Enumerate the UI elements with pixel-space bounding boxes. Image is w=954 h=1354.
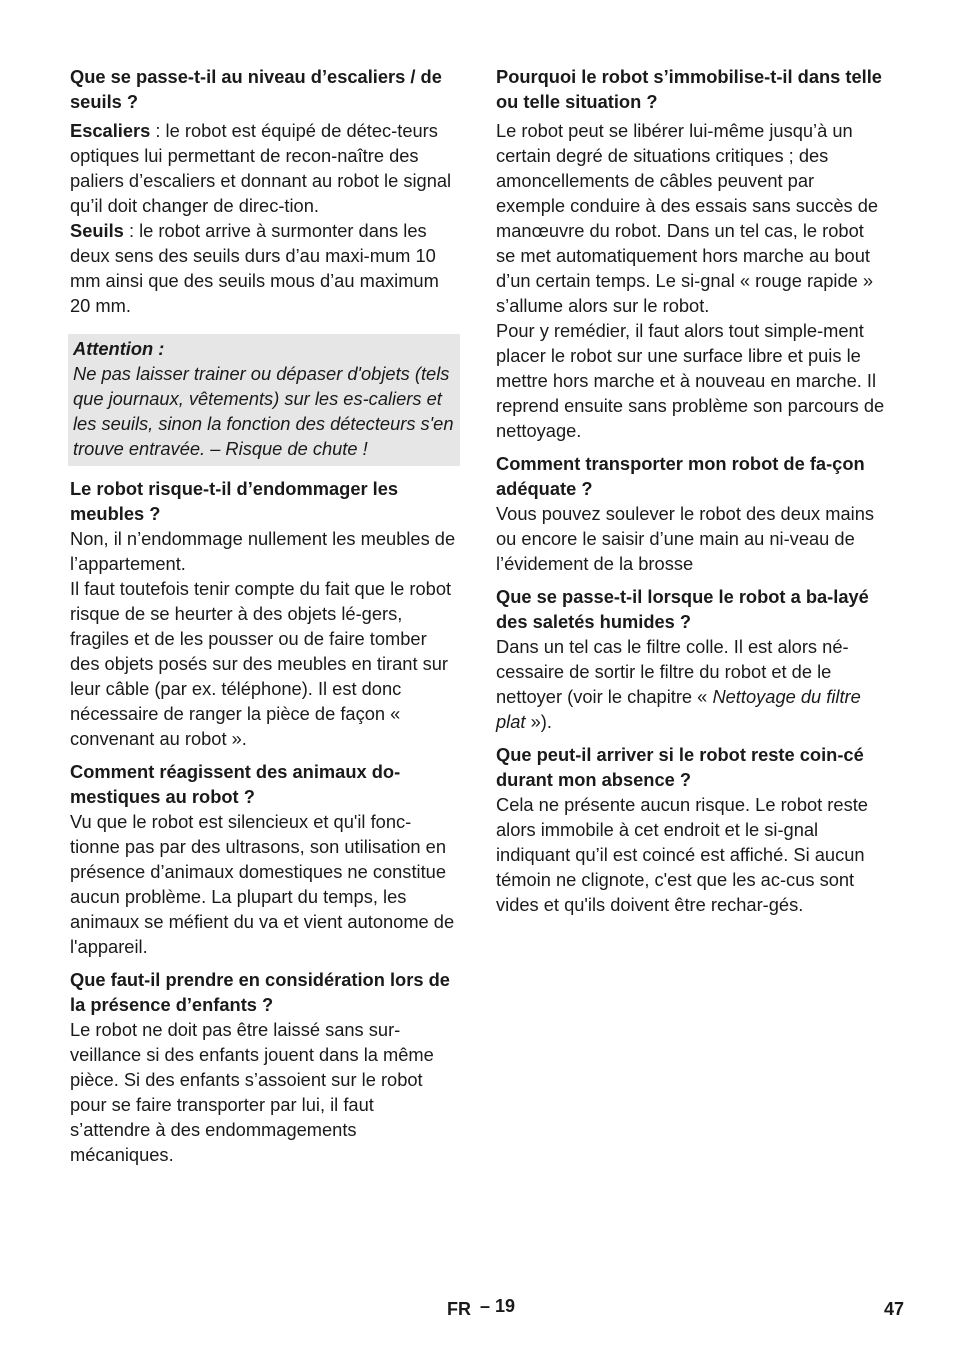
paragraph-stairs: [70, 118, 458, 218]
attention-note: [68, 334, 460, 466]
paragraph: Vous pouvez soulever le robot des deux mains ou encore le saisir d’une main au ni-veau de l’évidement de la brosse: [496, 503, 875, 574]
section-wet-dirt: [496, 584, 888, 734]
paragraph: Cela ne présente aucun risque. Le robot reste alors immobile à cet endroit et le si-gnal indiquant qu’il est coincé est affiché. Si aucun témoin ne clignote, c'est que les ac-cus sont vides et qu'ils doivent être rechar-gés.: [496, 794, 868, 915]
term-stairs: Escaliers: [70, 120, 151, 141]
section-transport: [496, 451, 888, 576]
paragraph: Le robot ne doit pas être laissé sans sur-veillance si des enfants jouent dans la même pièce. Si des enfants s’assoient sur le robot pour se faire transporter par lui, il faut s’attendre à des endommagements mécaniques.: [70, 1019, 434, 1165]
paragraph-thresholds: [70, 218, 458, 318]
paragraph: Le robot peut se libérer lui-même jusqu’à un certain degré de situations critiques ; des amoncellements de câbles peuvent par exemple conduire à des essais sans succès de manœuvre du robot. Dans un tel cas, le robot se met automatiquement hors marche au bout d’un certain temps. Le si-gnal « rouge rapide » s’allume alors sur le robot.: [496, 120, 879, 316]
footer-page-number: 47: [884, 1299, 905, 1319]
attention-text: Ne pas laisser trainer ou dépaser d'objets (tels que journaux, vêtements) sur les es-caliers et les seuils, sinon la fonction des détecteurs s'en trouve entravée. – Risque de chute !: [73, 363, 454, 459]
section-stairs: [70, 64, 458, 318]
paragraph: [496, 634, 888, 734]
attention-title: Attention :: [73, 338, 165, 359]
paragraph: Non, il n’endommage nullement les meubles de l’appartement.: [70, 528, 456, 574]
section-title: Que se passe-t-il au niveau d’escaliers / de seuils ?: [70, 66, 442, 112]
footer-section-page: – 19: [480, 1296, 516, 1316]
paragraph: Il faut toutefois tenir compte du fait que le robot risque de se heurter à des objets lé-gers, fragiles et de les pousser ou de faire tomber des objets posés sur des meubles en tirant sur leur câble (par ex. téléphone). Il est donc nécessaire de ranger la pièce de façon « convenant au robot ».: [70, 578, 452, 749]
paragraph-text: : le robot arrive à surmonter dans les deux sens des seuils durs d’au maxi-mum 10 mm ainsi que des seuils mous d’au maximum 20 mm.: [70, 220, 439, 316]
section-title: Que se passe-t-il lorsque le robot a ba-layé des saletés humides ?: [496, 586, 869, 632]
section-title: Comment réagissent des animaux do-mestiques au robot ?: [70, 761, 401, 807]
paragraph-text: Dans un tel cas le filtre colle. Il est alors né-cessaire de sortir le filtre du robot et de le nettoyer (voir le chapitre «: [496, 636, 849, 707]
section-furniture: [70, 476, 458, 751]
left-column: [70, 64, 458, 1173]
paragraph: Pour y remédier, il faut alors tout simple-ment placer le robot sur une surface libre et puis le mettre hors marche et à nouveau en marche. Il reprend ensuite sans problème son parcours de nettoyage.: [496, 320, 885, 441]
paragraph-text: : le robot est équipé de détec-teurs optiques lui permettant de recon-naître des paliers d’escaliers et donnant au robot le signal qu’il doit changer de direc-tion.: [70, 120, 452, 216]
section-title: Le robot risque-t-il d’endommager les meubles ?: [70, 478, 399, 524]
section-title: Pourquoi le robot s’immobilise-t-il dans telle ou telle situation ?: [496, 66, 882, 112]
paragraph-text: »).: [525, 711, 552, 732]
paragraph: Vu que le robot est silencieux et qu'il fonc-tionne pas par des ultrasons, son utilisation en présence d’animaux domestiques ne constitue aucun problème. La plupart du temps, les animaux se méfient du va et vient autonome de l'appareil.: [70, 811, 455, 957]
section-title: Que peut-il arriver si le robot reste coin-cé durant mon absence ?: [496, 744, 864, 790]
footer-language: FR: [447, 1299, 471, 1319]
section-immobilize: [496, 64, 888, 443]
section-title: Que faut-il prendre en considération lors de la présence d’enfants ?: [70, 969, 450, 1015]
term-thresholds: Seuils: [70, 220, 124, 241]
section-stuck: [496, 742, 888, 917]
right-column: [496, 64, 888, 923]
chapter-reference: Nettoyage du filtre plat: [496, 686, 861, 732]
section-title: Comment transporter mon robot de fa-çon adéquate ?: [496, 453, 865, 499]
section-children: [70, 967, 458, 1167]
section-pets: [70, 759, 458, 959]
